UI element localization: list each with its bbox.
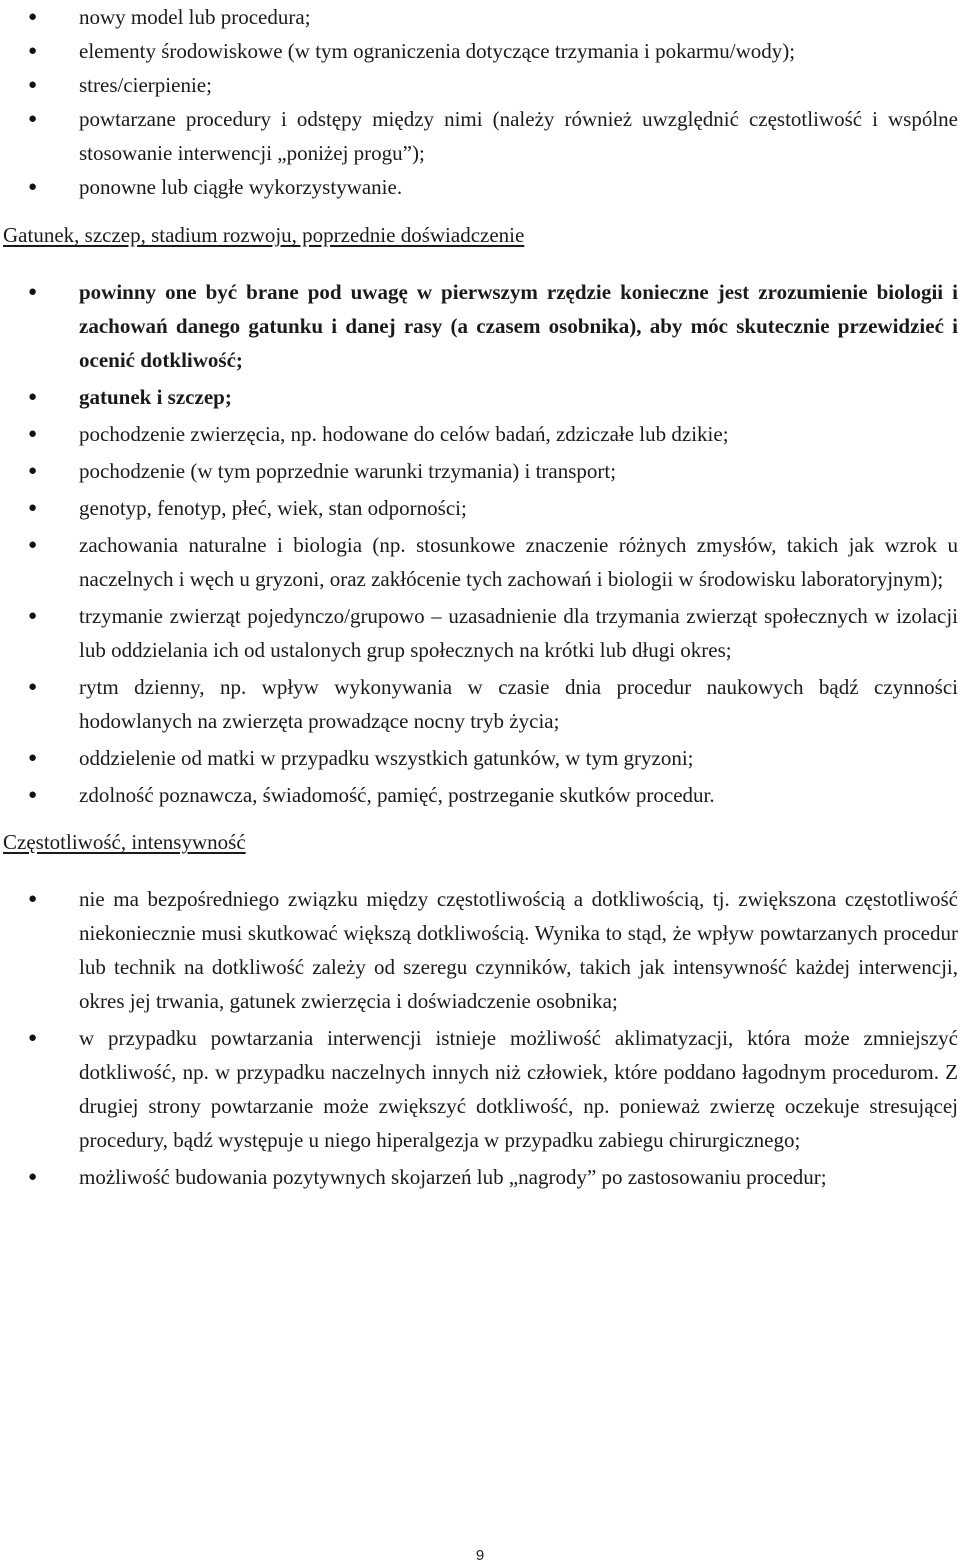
bullet-list-factors [0, 0, 960, 204]
bullet-icon: ● [28, 891, 38, 907]
list-item [0, 170, 960, 204]
list-item-text: powinny one być brane pod uwagę w pierwszym rzędzie konieczne jest zrozumienie biologii i zachowań danego gatunku i danej rasy (a czasem osobnika), aby móc skutecznie przewidzieć i ocenić dotkliwość; [79, 280, 958, 372]
list-item [0, 454, 960, 488]
list-item-text: powtarzane procedury i odstępy między nimi (należy również uwzględnić częstotliwość i wspólne stosowanie interwencji „poniżej progu”); [79, 107, 958, 165]
list-item-text: rytm dzienny, np. wpływ wykonywania w czasie dnia procedur naukowych bądź czynności hodowlanych na zwierzęta prowadzące nocny tryb życia; [79, 675, 958, 733]
bullet-icon: ● [28, 679, 38, 695]
list-item-text: genotyp, fenotyp, płeć, wiek, stan odporności; [79, 496, 467, 520]
list-item-text: nie ma bezpośredniego związku między częstotliwością a dotkliwością, tj. zwiększona częstotliwość niekoniecznie musi skutkować większą dotkliwością. Wynika to stąd, że wpływ powtarzanych procedur lub technik na dotkliwość zależy od szeregu czynników, takich jak intensywność każdej interwencji, okres jej trwania, gatunek zwierzęcia i doświadczenie osobnika; [79, 887, 958, 1013]
bullet-list-species [0, 275, 960, 812]
bullet-icon: ● [28, 608, 38, 624]
list-item [0, 275, 960, 377]
list-item [0, 599, 960, 667]
list-item-text: stres/cierpienie; [79, 73, 212, 97]
bullet-icon: ● [28, 77, 38, 93]
section-heading-species: Gatunek, szczep, stadium rozwoju, poprzednie doświadczenie [3, 223, 525, 247]
bullet-icon: ● [28, 389, 38, 405]
bullet-icon: ● [28, 111, 38, 127]
list-item [0, 417, 960, 451]
list-item-text: ponowne lub ciągłe wykorzystywanie. [79, 175, 403, 199]
list-item [0, 1021, 960, 1157]
list-item [0, 1160, 960, 1194]
bullet-icon: ● [28, 43, 38, 59]
list-item-text: trzymanie zwierząt pojedynczo/grupowo – uzasadnienie dla trzymania zwierząt społecznych w izolacji lub oddzielania ich od ustalonych grup społecznych na krótki lub długi okres; [79, 604, 958, 662]
list-item [0, 741, 960, 775]
list-item-text: oddzielenie od matki w przypadku wszystkich gatunków, w tym gryzoni; [79, 746, 694, 770]
bullet-icon: ● [28, 9, 38, 25]
bullet-icon: ● [28, 426, 38, 442]
bullet-icon: ● [28, 1169, 38, 1185]
list-item [0, 68, 960, 102]
bullet-icon: ● [28, 750, 38, 766]
list-item [0, 102, 960, 170]
list-item-text: zachowania naturalne i biologia (np. stosunkowe znaczenie różnych zmysłów, takich jak wzrok u naczelnych i węch u gryzoni, oraz zakłócenie tych zachowań i biologii w środowisku laboratoryjnym); [79, 533, 958, 591]
bullet-icon: ● [28, 463, 38, 479]
list-item-text: elementy środowiskowe (w tym ograniczenia dotyczące trzymania i pokarmu/wody); [79, 39, 796, 63]
list-item [0, 380, 960, 414]
bullet-icon: ● [28, 787, 38, 803]
bullet-icon: ● [28, 179, 38, 195]
bullet-icon: ● [28, 537, 38, 553]
bullet-icon: ● [28, 1030, 38, 1046]
list-item [0, 34, 960, 68]
list-item [0, 491, 960, 525]
section-heading-frequency: Częstotliwość, intensywność [3, 830, 246, 854]
bullet-icon: ● [28, 500, 38, 516]
list-item-text: pochodzenie zwierzęcia, np. hodowane do celów badań, zdziczałe lub dzikie; [79, 422, 729, 446]
list-item-text: zdolność poznawcza, świadomość, pamięć, postrzeganie skutków procedur. [79, 783, 715, 807]
list-item [0, 670, 960, 738]
list-item [0, 528, 960, 596]
bullet-icon: ● [28, 284, 38, 300]
list-item-text: możliwość budowania pozytywnych skojarzeń lub „nagrody” po zastosowaniu procedur; [79, 1165, 827, 1189]
list-item [0, 882, 960, 1018]
list-item-text: gatunek i szczep; [79, 385, 232, 409]
page-number: 9 [475, 1547, 485, 1564]
list-item [0, 0, 960, 34]
list-item [0, 778, 960, 812]
bullet-list-frequency [0, 882, 960, 1194]
list-item-text: w przypadku powtarzania interwencji istnieje możliwość aklimatyzacji, która może zmniejszyć dotkliwość, np. w przypadku naczelnych innych niż człowiek, które poddano łagodnym procedurom. Z drugiej strony powtarzanie może zwiększyć dotkliwość, np. ponieważ zwierzę oczekuje stresującej procedury, bądź występuje u niego hiperalgezja w przypadku zabiegu chirurgicznego; [79, 1026, 958, 1152]
list-item-text: pochodzenie (w tym poprzednie warunki trzymania) i transport; [79, 459, 617, 483]
list-item-text: nowy model lub procedura; [79, 5, 311, 29]
